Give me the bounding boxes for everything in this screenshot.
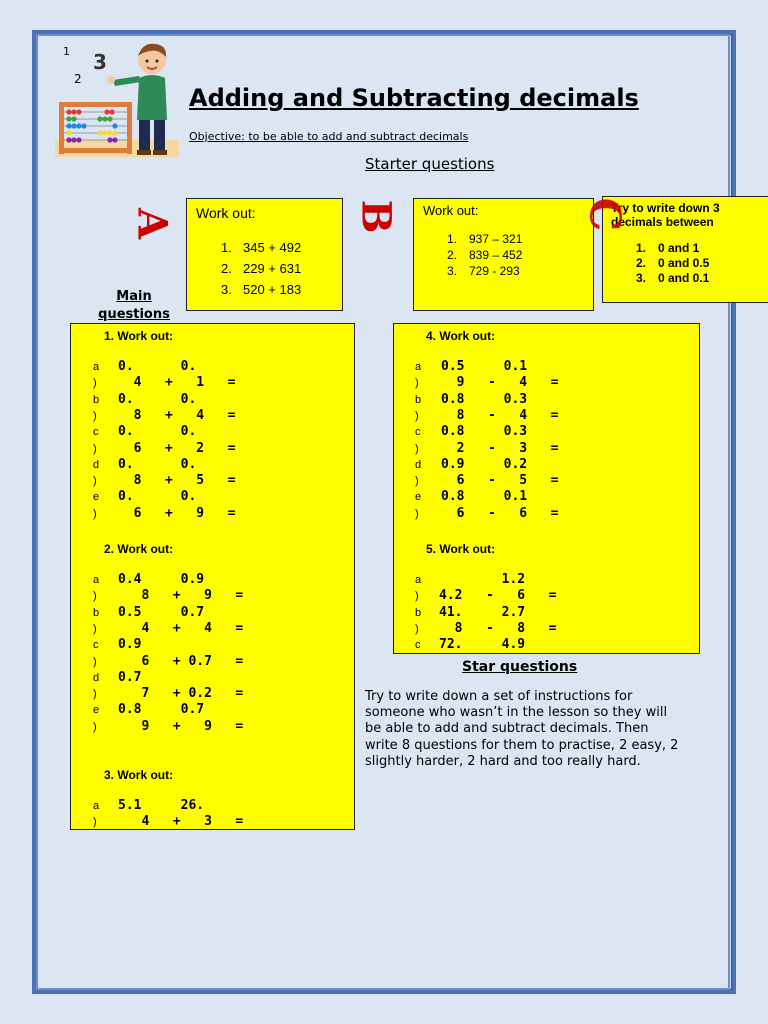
starter-a-title: Work out: xyxy=(196,205,256,221)
item-label: a xyxy=(415,361,422,373)
question-line: 4.2 - 6 = xyxy=(439,588,557,604)
question-line: 8 + 4 = xyxy=(118,407,236,423)
item-label: d xyxy=(93,671,100,684)
question-line: 7 + 0.2 = xyxy=(118,686,244,702)
question-line: 0. 0. xyxy=(118,424,197,440)
item-label: b xyxy=(415,393,422,406)
starter-letter-a: A xyxy=(128,207,176,240)
q3-heading: 3. Work out: xyxy=(104,768,174,782)
item-label: ) xyxy=(93,590,97,603)
question-line: 72. 4.9 xyxy=(439,637,526,653)
question-line: 9 + 9 = xyxy=(118,718,244,734)
question-line: 6 + 9 = xyxy=(118,505,236,521)
item-label: ) xyxy=(415,507,419,520)
question-line: 5.1 26. xyxy=(118,798,205,813)
question-line: 4 + 3 = xyxy=(118,814,244,830)
q5-heading: 5. Work out: xyxy=(426,542,496,556)
item-label: b xyxy=(93,393,100,406)
item-label: ) xyxy=(415,475,419,488)
starter-a-list xyxy=(221,237,301,300)
clipart-number-2: 2 xyxy=(74,72,82,86)
teacher-abacus-clipart xyxy=(55,40,180,160)
question-line: 0.8 0.7 xyxy=(118,702,205,718)
list-item: 1. 937 – 321 xyxy=(447,232,523,246)
item-label: c xyxy=(93,639,99,652)
question-line: 0.8 0.3 xyxy=(441,391,528,407)
item-label: ) xyxy=(93,377,97,390)
item-label: ) xyxy=(93,409,97,422)
question-line: 6 + 0.7 = xyxy=(118,653,244,669)
q2-heading: 2. Work out: xyxy=(104,542,174,556)
question-line: 0.9 xyxy=(118,637,142,653)
starter-box-a xyxy=(186,198,343,311)
question-line: 0. 0. xyxy=(118,489,197,505)
item-label: c xyxy=(93,426,99,439)
page-title: Adding and Subtracting decimals xyxy=(189,84,639,112)
starter-heading: Starter questions xyxy=(365,155,495,173)
main-box-left xyxy=(70,323,355,830)
question-line: 8 + 5 = xyxy=(118,473,236,489)
starter-letter-b: B xyxy=(352,199,400,234)
item-label: e xyxy=(93,491,100,504)
question-line: 6 - 5 = xyxy=(441,473,559,489)
question-line: 0.9 0.2 xyxy=(441,456,528,472)
item-label: d xyxy=(93,458,100,471)
question-line: 0.5 0.7 xyxy=(118,604,205,620)
item-label: d xyxy=(415,458,422,471)
list-item: 3. 729 - 293 xyxy=(447,264,520,278)
question-line: 0. 0. xyxy=(118,391,197,407)
list-item: 3. 0 and 0.1 xyxy=(636,271,710,285)
item-label: ) xyxy=(415,590,419,603)
item-label: e xyxy=(93,704,100,717)
list-item: 2. 839 – 452 xyxy=(447,248,523,262)
item-label: e xyxy=(415,491,422,504)
starter-letter-c: C xyxy=(580,197,630,232)
question-line: 41. 2.7 xyxy=(439,604,526,620)
starter-c-list xyxy=(636,241,709,286)
item-label: ) xyxy=(93,507,97,520)
question-line: 0. 0. xyxy=(118,359,197,374)
main-questions-heading: Main questions xyxy=(98,289,170,322)
item-label: ) xyxy=(93,622,97,635)
item-label: ) xyxy=(93,475,97,488)
question-line: 0.7 xyxy=(118,669,142,685)
question-line: 0.4 0.9 xyxy=(118,572,205,587)
question-line: 0. 0. xyxy=(118,456,197,472)
question-line: 0.8 0.1 xyxy=(441,489,528,505)
list-item: 1. 345 + 492 xyxy=(221,240,302,255)
item-label: c xyxy=(415,426,421,439)
item-label: b xyxy=(93,606,100,619)
item-label: a xyxy=(93,361,100,373)
question-line: 6 + 2 = xyxy=(118,440,236,456)
item-label: c xyxy=(415,639,421,652)
starter-b-list xyxy=(447,231,522,279)
list-item: 2. 0 and 0.5 xyxy=(636,256,710,270)
star-questions-heading: Star questions xyxy=(462,659,578,675)
q1-heading: 1. Work out: xyxy=(104,329,174,343)
objective-text: Objective: to be able to add and subtract decimals xyxy=(189,130,469,143)
item-label: ) xyxy=(93,688,97,701)
starter-c-title: Try to write down 3 decimals between xyxy=(611,201,720,229)
question-line: 9 - 4 = xyxy=(441,375,559,391)
item-label: a xyxy=(93,574,100,586)
question-line: 2 - 3 = xyxy=(441,440,559,456)
question-line: 6 - 6 = xyxy=(441,505,559,521)
item-label: ) xyxy=(415,622,419,635)
question-line: 4 + 4 = xyxy=(118,620,244,636)
item-label: a xyxy=(415,574,422,586)
question-line: 8 + 9 = xyxy=(118,588,244,604)
item-label: ) xyxy=(415,442,419,455)
question-line: 0.8 0.3 xyxy=(441,424,528,440)
item-label: ) xyxy=(93,655,97,668)
clipart-number-3: 3 xyxy=(93,50,107,74)
item-label: a xyxy=(93,800,100,812)
starter-b-title: Work out: xyxy=(423,203,479,218)
list-item: 2. 229 + 631 xyxy=(221,261,302,276)
starter-box-b xyxy=(413,198,594,311)
item-label: ) xyxy=(93,442,97,455)
list-item: 1. 0 and 1 xyxy=(636,241,700,255)
question-line: 0.5 0.1 xyxy=(441,359,528,374)
q4-heading: 4. Work out: xyxy=(426,329,496,343)
question-line: 8 - 4 = xyxy=(441,407,559,423)
clipart-number-1: 1 xyxy=(63,45,70,58)
item-label: ) xyxy=(93,720,97,733)
star-questions-text: Try to write down a set of instructions for someone who wasn’t in the lesson so they will be able to add and subtract decimals. Then write 8 questions for them to practise, 2 easy, 2 slightly harder, 2 hard and too really hard. xyxy=(365,689,679,769)
question-line: 1.2 xyxy=(439,572,526,587)
question-line: 8 - 8 = xyxy=(439,620,557,636)
item-label: b xyxy=(415,606,422,619)
item-label: ) xyxy=(415,409,419,422)
list-item: 3. 520 + 183 xyxy=(221,282,302,297)
question-line: 4 + 1 = xyxy=(118,375,236,391)
item-label: ) xyxy=(415,377,419,390)
item-label: ) xyxy=(93,816,97,829)
